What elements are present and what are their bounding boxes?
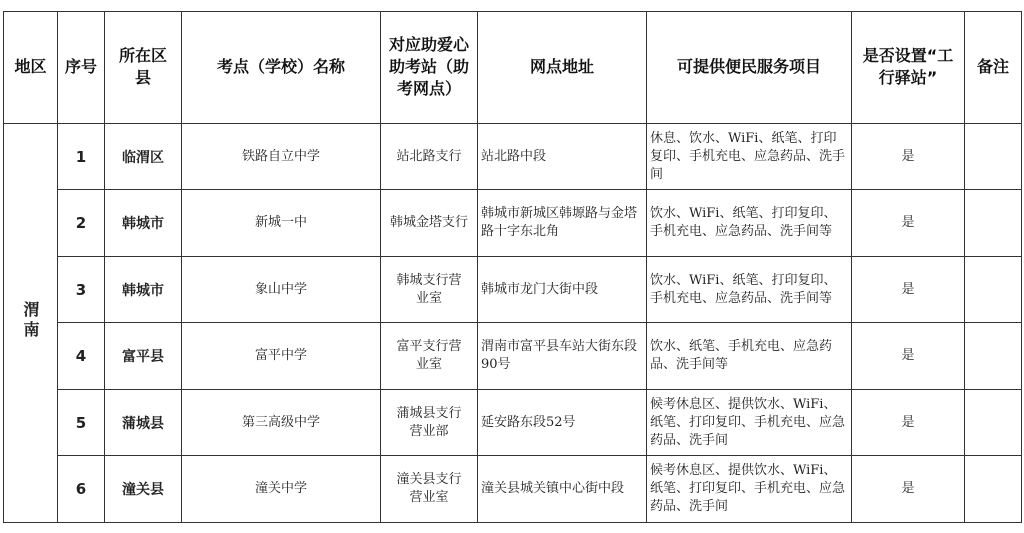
row-station: 站北路支行: [381, 123, 478, 190]
row-is-station: 是: [852, 323, 965, 390]
region-name: 渭南: [21, 300, 40, 341]
row-seq: 2: [58, 190, 105, 257]
row-seq: 5: [58, 389, 105, 456]
row-school: 富平中学: [182, 323, 381, 390]
row-address: 韩城市龙门大街中段: [478, 256, 647, 323]
row-is-station: 是: [852, 456, 965, 523]
row-seq: 6: [58, 456, 105, 523]
row-address: 渭南市富平县车站大街东段90号: [478, 323, 647, 390]
row-school: 铁路自立中学: [182, 123, 381, 190]
row-station: 潼关县支行营业室: [381, 456, 478, 523]
table-row: [4, 456, 1022, 523]
table-row: [4, 389, 1022, 456]
row-remark: [965, 389, 1022, 456]
row-station: 韩城支行营业室: [381, 256, 478, 323]
header-services: 可提供便民服务项目: [647, 12, 852, 124]
row-station: 蒲城县支行营业部: [381, 389, 478, 456]
row-county: 富平县: [105, 323, 182, 390]
row-school: 第三高级中学: [182, 389, 381, 456]
row-seq: 3: [58, 256, 105, 323]
header-region: 地区: [4, 12, 58, 124]
row-seq: 1: [58, 123, 105, 190]
row-seq: 4: [58, 323, 105, 390]
row-address: 延安路东段52号: [478, 389, 647, 456]
row-station: 富平支行营业室: [381, 323, 478, 390]
header-row: [4, 12, 1022, 124]
row-county: 临渭区: [105, 123, 182, 190]
row-station: 韩城金塔支行: [381, 190, 478, 257]
service-station-table: [3, 11, 1022, 523]
row-is-station: 是: [852, 123, 965, 190]
table-row: [4, 323, 1022, 390]
row-county: 韩城市: [105, 256, 182, 323]
row-remark: [965, 123, 1022, 190]
table-row: [4, 256, 1022, 323]
row-address: 站北路中段: [478, 123, 647, 190]
row-services: 饮水、纸笔、手机充电、应急药品、洗手间等: [647, 323, 852, 390]
row-school: 新城一中: [182, 190, 381, 257]
row-county: 潼关县: [105, 456, 182, 523]
table-row: [4, 123, 1022, 190]
header-seq: 序号: [58, 12, 105, 124]
row-is-station: 是: [852, 256, 965, 323]
table-row: [4, 190, 1022, 257]
region-cell: [4, 123, 58, 522]
row-remark: [965, 190, 1022, 257]
row-remark: [965, 323, 1022, 390]
row-remark: [965, 256, 1022, 323]
row-services: 休息、饮水、WiFi、纸笔、打印复印、手机充电、应急药品、洗手间: [647, 123, 852, 190]
header-address: 网点地址: [478, 12, 647, 124]
header-county: 所在区县: [105, 12, 182, 124]
row-services: 候考休息区、提供饮水、WiFi、纸笔、打印复印、手机充电、应急药品、洗手间: [647, 389, 852, 456]
header-remark: 备注: [965, 12, 1022, 124]
row-county: 蒲城县: [105, 389, 182, 456]
header-station: 对应助爱心助考站（助考网点）: [381, 12, 478, 124]
header-school: 考点（学校）名称: [182, 12, 381, 124]
row-address: 韩城市新城区韩塬路与金塔路十字东北角: [478, 190, 647, 257]
row-remark: [965, 456, 1022, 523]
row-is-station: 是: [852, 389, 965, 456]
row-services: 候考休息区、提供饮水、WiFi、纸笔、打印复印、手机充电、应急药品、洗手间: [647, 456, 852, 523]
row-county: 韩城市: [105, 190, 182, 257]
row-address: 潼关县城关镇中心街中段: [478, 456, 647, 523]
row-school: 象山中学: [182, 256, 381, 323]
row-services: 饮水、WiFi、纸笔、打印复印、手机充电、应急药品、洗手间等: [647, 256, 852, 323]
row-is-station: 是: [852, 190, 965, 257]
row-services: 饮水、WiFi、纸笔、打印复印、手机充电、应急药品、洗手间等: [647, 190, 852, 257]
header-is-station: 是否设置“工行驿站”: [852, 12, 965, 124]
row-school: 潼关中学: [182, 456, 381, 523]
